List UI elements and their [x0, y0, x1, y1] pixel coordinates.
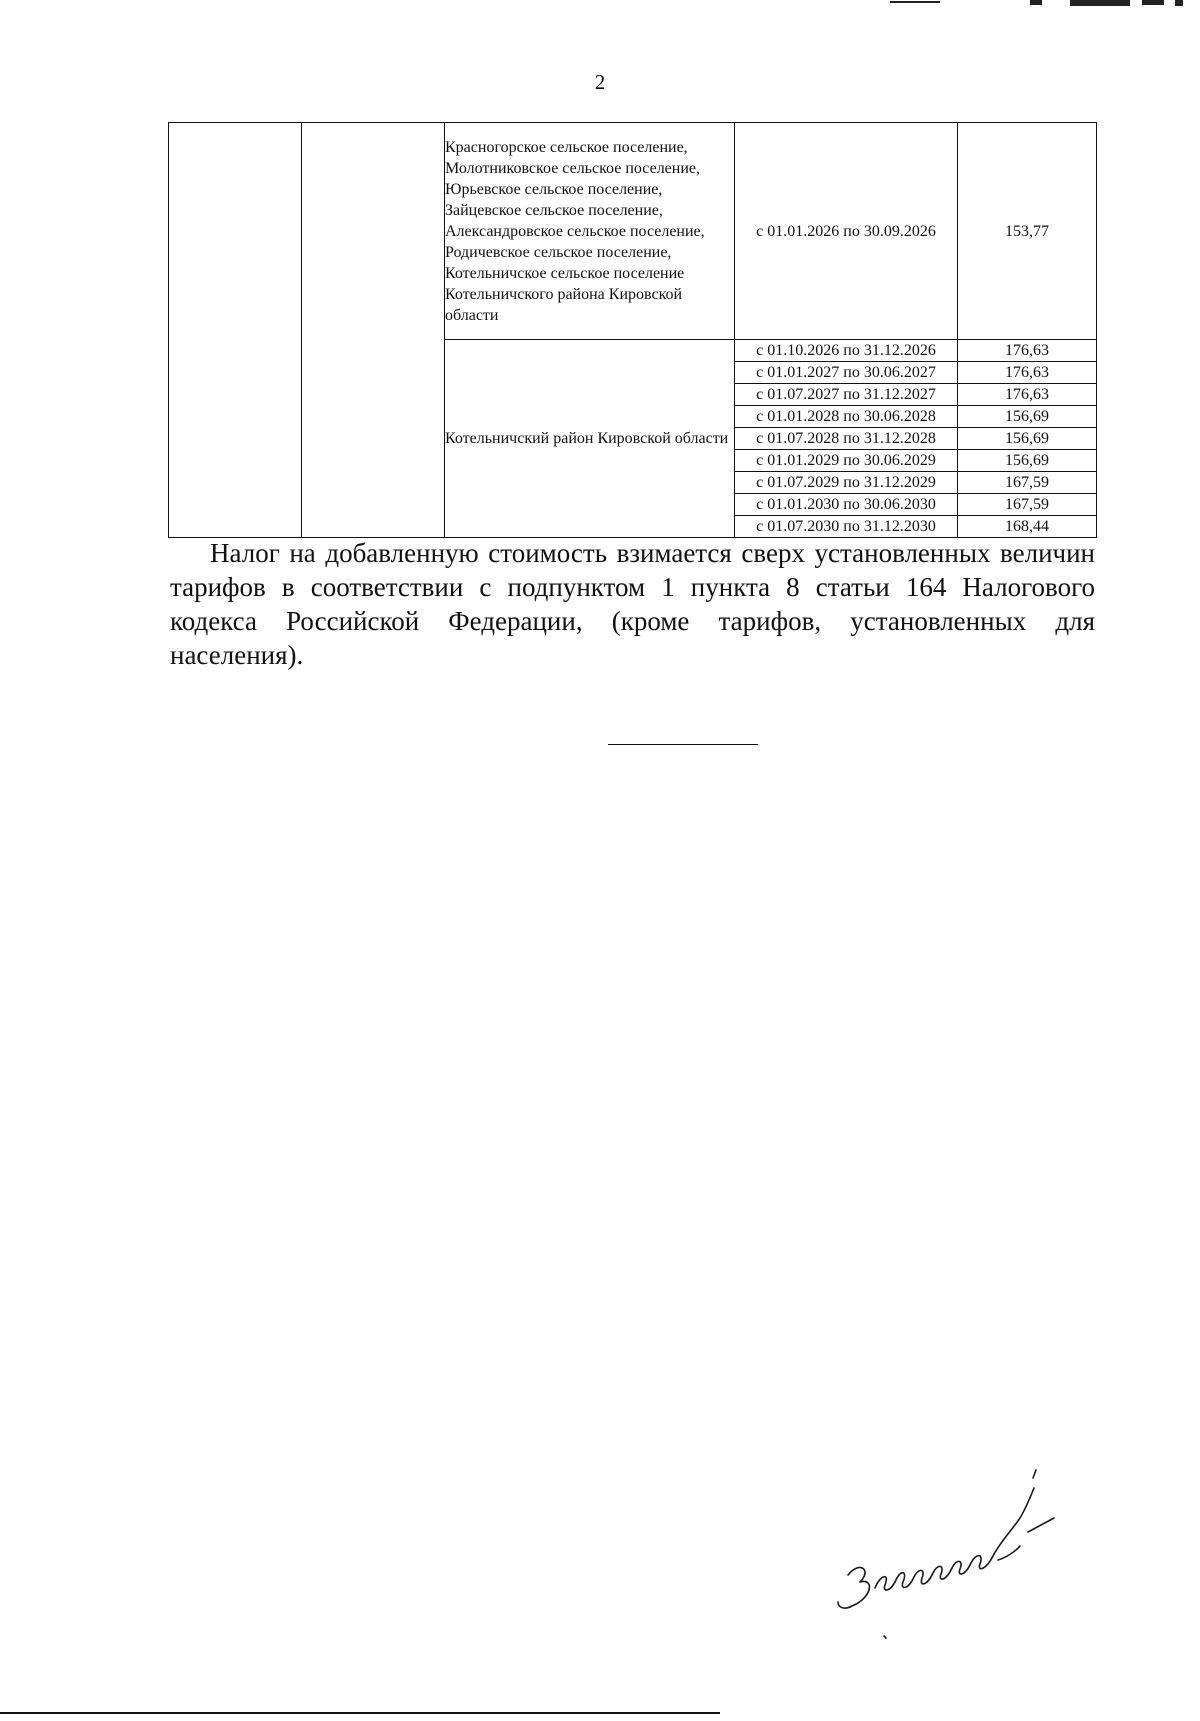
tariff-value-cell: 167,59: [958, 472, 1097, 494]
period-cell: с 01.07.2027 по 31.12.2027: [735, 384, 958, 406]
tariff-value-cell: 156,69: [958, 450, 1097, 472]
blank-cell: [302, 123, 445, 538]
period-cell: с 01.07.2030 по 31.12.2030: [735, 516, 958, 538]
period-cell: с 01.01.2028 по 30.06.2028: [735, 406, 958, 428]
territory-cell: Красногорское сельское поселение, Молотниковское сельское поселение, Юрьевское сельское поселение, Зайцевское сельское поселение, Александровское сельское поселение, Родичевское сельское поселение, Котельничское сельское поселение Котельничского района Кировской области: [445, 123, 735, 340]
tariff-value-cell: 168,44: [958, 516, 1097, 538]
period-cell: с 01.01.2027 по 30.06.2027: [735, 362, 958, 384]
period-cell: с 01.01.2029 по 30.06.2029: [735, 450, 958, 472]
tariff-value-cell: 156,69: [958, 406, 1097, 428]
tariff-value-cell: 176,63: [958, 362, 1097, 384]
period-cell: с 01.07.2029 по 31.12.2029: [735, 472, 958, 494]
bottom-rule: [0, 1712, 720, 1714]
divider-line: [608, 744, 758, 745]
page-number: 2: [594, 70, 606, 94]
tariff-value-cell: 156,69: [958, 428, 1097, 450]
period-cell: с 01.01.2030 по 30.06.2030: [735, 494, 958, 516]
tariff-value-cell: 167,59: [958, 494, 1097, 516]
vat-note: Налог на добавленную стоимость взимается сверх установленных величин тарифов в соответствии с подпунктом 1 пункта 8 статьи 164 Налогового кодекса Российской Федерации, (кроме тарифов, установленных для населения).: [170, 538, 1095, 670]
tariff-value-cell: 176,63: [958, 384, 1097, 406]
blank-cell: [169, 123, 302, 538]
tariff-table: [168, 122, 1097, 538]
period-cell: с 01.10.2026 по 31.12.2026: [735, 340, 958, 362]
table-row: [169, 123, 1097, 340]
territory-cell: Котельничский район Кировской области: [445, 340, 735, 538]
period-cell: с 01.01.2026 по 30.09.2026: [735, 123, 958, 340]
tariff-value-cell: 176,63: [958, 340, 1097, 362]
signature-image: [830, 1460, 1150, 1660]
tariff-value-cell: 153,77: [958, 123, 1097, 340]
scan-edge-marks: [880, 0, 1200, 10]
period-cell: с 01.07.2028 по 31.12.2028: [735, 428, 958, 450]
